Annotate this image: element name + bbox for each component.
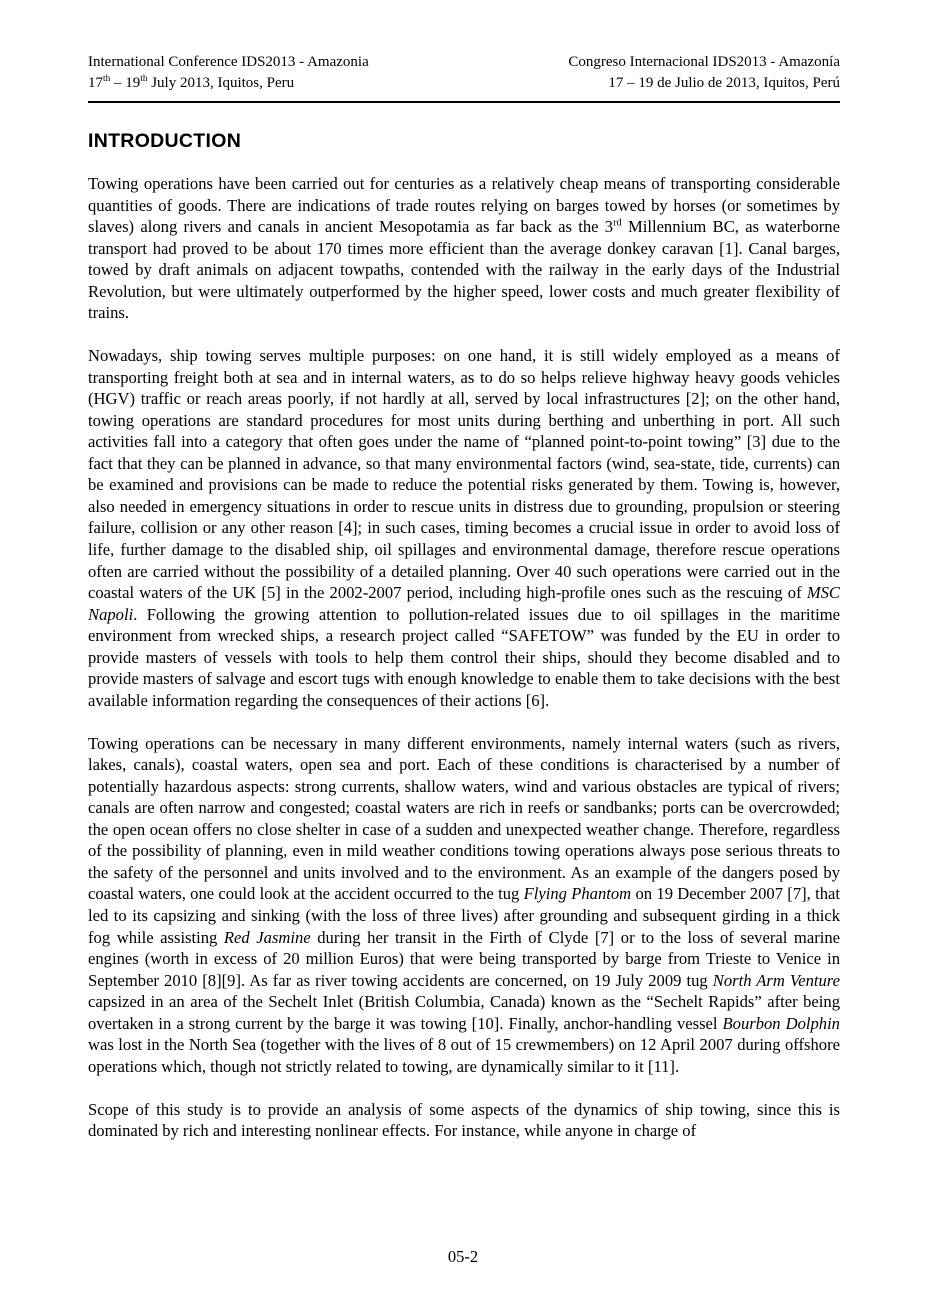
- paragraph-4: Scope of this study is to provide an analysis of some aspects of the dynamics of ship towing, since this is dominated by rich and interesting nonlinear effects. For instance, while anyone in charge of: [88, 1099, 840, 1141]
- header-right-block: [568, 52, 840, 94]
- header-left-block: [88, 52, 369, 94]
- paragraph-3: Towing operations can be necessary in many different environments, namely internal waters (such as rivers, lakes, canals), coastal waters, open sea and port. Each of these conditions is characterised by a number of potentially hazardous aspects: strong currents, shallow waters, wind and various obstacles are typical of rivers; canals are often narrow and congested; coastal waters are rich in reefs or sandbanks; ports can be overcrowded; the open ocean offers no close shelter in case of a sudden and unexpected weather change. Therefore, regardless of the possibility of planning, even in mild weather conditions towing operations always pose serious threats to the safety of the personnel and units involved and to the environment. As an example of the dangers posed by coastal waters, one could look at the accident occurred to the tug Flying Phantom on 19 December 2007 [7], that led to its capsizing and sinking (with the loss of three lives) after grounding and subsequent girding in a thick fog while assisting Red Jasmine during her transit in the Firth of Clyde [7] or to the loss of several marine engines (worth in excess of 20 million Euros) that were being transported by barge from Trieste to Venice in September 2010 [8][9]. As far as river towing accidents are concerned, on 19 July 2009 tug North Arm Venture capsized in an area of the Sechelt Inlet (British Columbia, Canada) known as the “Sechelt Rapids” after being overtaken in a strong current by the barge it was towing [10]. Finally, anchor-handling vessel Bourbon Dolphin was lost in the North Sea (together with the lives of 8 out of 15 crewmembers) on 12 April 2007 during offshore operations which, though not strictly related to towing, are dynamically similar to it [11].: [88, 733, 841, 1076]
- header-left-line1: International Conference IDS2013 - Amazonia: [88, 54, 369, 70]
- body-text: [88, 173, 840, 1142]
- page-header: [88, 52, 840, 94]
- section-title: INTRODUCTION: [88, 130, 242, 152]
- header-right-line2: 17 – 19 de Julio de 2013, Iquitos, Perú: [608, 75, 840, 91]
- paragraph-2: Nowadays, ship towing serves multiple purposes: on one hand, it is still widely employed as a means of transporting freight both at sea and in internal waters, as to do so helps relieve highway heavy goods vehicles (HGV) traffic or reach areas poorly, if not hardly at all, served by local infrastructures [2]; on the other hand, towing operations are standard procedures for most units during berthing and unberthing in port. All such activities fall into a category that often goes under the name of “planned point-to-point towing” [3] due to the fact that they can be planned in advance, so that many environmental factors (wind, sea-state, tide, currents) can be examined and provisions can be made to reduce the potential risks generated by them. Towing is, however, also needed in emergency situations in order to rescue units in distress due to grounding, propulsion or steering failure, collision or any other reason [4]; in such cases, timing becomes a crucial issue in order to avoid loss of life, further damage to the disabled ship, oil spillages and environmental damage, therefore rescue operations often are carried without the possibility of a detailed planning. Over 40 such operations were carried out in the coastal waters of the UK [5] in the 2002-2007 period, including high-profile ones such as the rescuing of MSC Napoli. Following the growing attention to pollution-related issues due to oil spillages in the maritime environment from wrecked ships, a research project called “SAFETOW” was funded by the EU in order to provide masters of vessels with tools to help them control their ships, should they become disabled and to provide masters of salvage and escort tugs with enough knowledge to enable them to take decisions with the best available information regarding the consequences of their actions [6].: [88, 345, 840, 710]
- header-left-line2: 17th – 19th July 2013, Iquitos, Peru: [88, 74, 295, 91]
- paragraph-1: Towing operations have been carried out for centuries as a relatively cheap means of transporting considerable quantities of goods. There are indications of trade routes relying on barges towed by horses (or sometimes by slaves) along rivers and canals in ancient Mesopotamia as far back as the 3rd Millennium BC, as waterborne transport had proved to be about 170 times more efficient than the average donkey caravan [1]. Canal barges, towed by draft animals on adjacent towpaths, contended with the railway in the early days of the Industrial Revolution, but were ultimately outperformed by the higher speed, lower costs and much greater flexibility of trains.: [88, 174, 840, 323]
- header-right-line1: Congreso Internacional IDS2013 - Amazonía: [568, 54, 840, 70]
- page-number: 05-2: [447, 1247, 479, 1266]
- header-divider: [88, 101, 840, 103]
